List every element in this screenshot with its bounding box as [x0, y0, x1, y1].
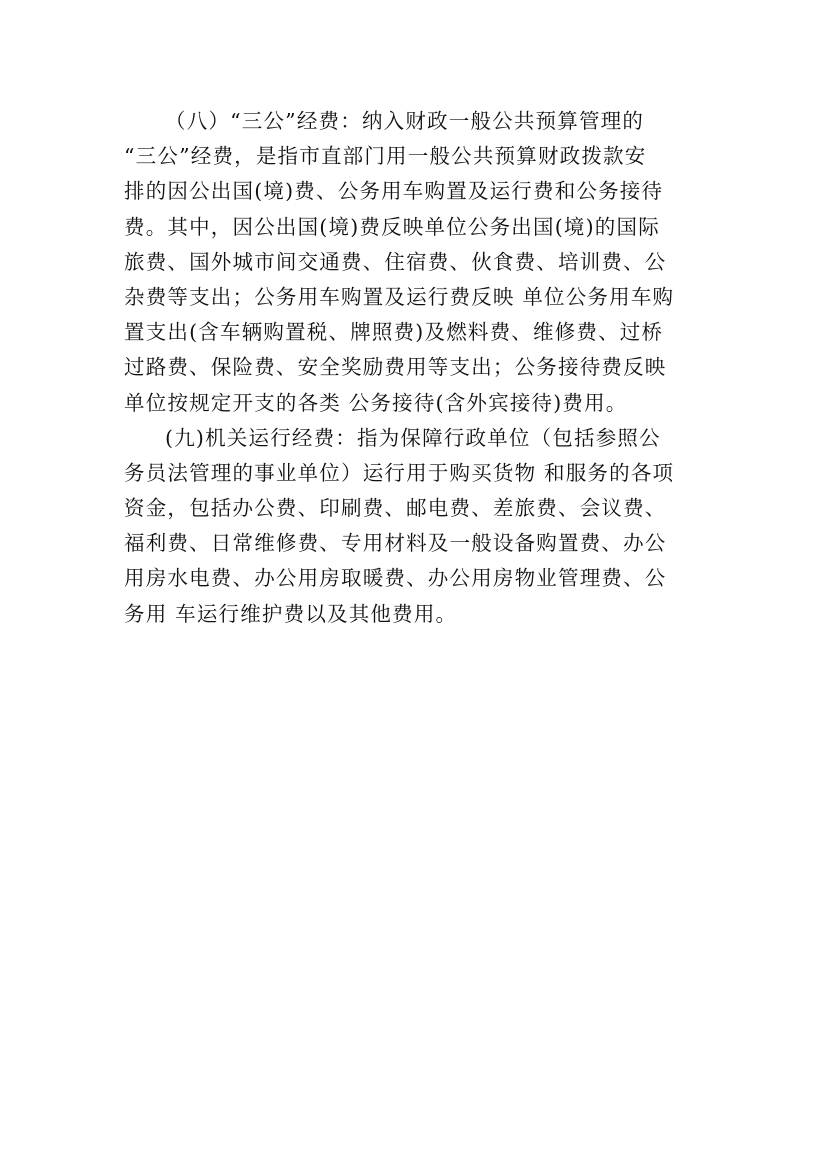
- paragraph-line: (九)机关运行经费：指为保障行政单位（包括参照公: [165, 425, 661, 450]
- paragraph-line: 排的因公出国(境)费、公务用车购置及运行费和公务接待: [124, 179, 664, 204]
- paragraph-line: 资金，包括办公费、印刷费、邮电费、差旅费、会议费、: [124, 496, 667, 521]
- document-body: [124, 104, 700, 632]
- paragraph-line: 务员法管理的事业单位）运行用于购买货物 和服务的各项: [124, 460, 675, 485]
- paragraph-agency-operating-expenses: [124, 421, 700, 632]
- paragraph-line: 单位按规定开支的各类 公务接待(含外宾接待)费用。: [124, 390, 628, 415]
- paragraph-line: 务用 车运行维护费以及其他费用。: [124, 601, 458, 626]
- paragraph-line: 杂费等支出；公务用车购置及运行费反映 单位公务用车购: [124, 284, 675, 309]
- paragraph-line: 用房水电费、办公用房取暖费、办公用房物业管理费、公: [124, 566, 667, 591]
- paragraph-line: 福利费、日常维修费、专用材料及一般设备购置费、办公: [124, 531, 667, 556]
- paragraph-three-public-expenses: [124, 104, 700, 421]
- paragraph-line: 置支出(含车辆购置税、牌照费)及燃料费、维修费、过桥: [124, 320, 664, 345]
- paragraph-line: “三公”经费，是指市直部门用一般公共预算财政拨款安: [124, 144, 647, 169]
- paragraph-line: 旅费、国外城市间交通费、住宿费、伙食费、培训费、公: [124, 249, 667, 274]
- paragraph-line: 费。其中，因公出国(境)费反映单位公务出国(境)的国际: [124, 214, 660, 239]
- paragraph-line: （八）“三公”经费：纳入财政一般公共预算管理的: [165, 109, 645, 133]
- paragraph-line: 过路费、保险费、安全奖励费用等支出；公务接待费反映: [124, 355, 667, 380]
